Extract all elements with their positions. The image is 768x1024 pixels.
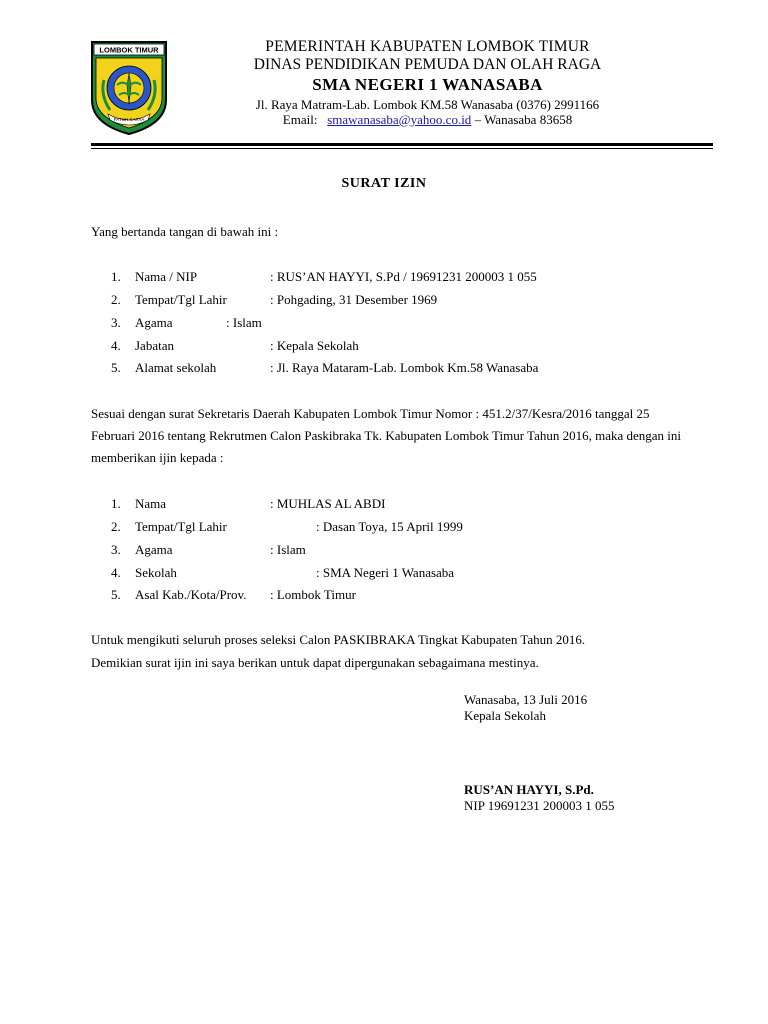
letterhead [175, 38, 680, 127]
email-link[interactable]: smawanasaba@yahoo.co.id [327, 111, 472, 127]
header-divider-thick [91, 143, 713, 146]
body-paragraph: Sesuai dengan surat Sekretaris Daerah Kabupaten Lombok Timur Nomor : 451.2/37/Kesra/2016 tanggal 25 Februari 2016 tentang Rekrutmen Calon Paskibraka Tk. Kabupaten Lombok Timur Tahun 2016, maka dengan ini memberikan ijin kepada : [91, 406, 682, 465]
signer-nip: NIP 19691231 200003 1 055 [464, 798, 615, 813]
logo-motto-text: PATUH KARYA [113, 117, 145, 122]
intro-text: Yang bertanda tangan di bawah ini : [91, 224, 279, 239]
closing-line-1: Untuk mengikuti seluruh proses seleksi Calon PASKIBRAKA Tingkat Kabupaten Tahun 2016. [91, 632, 586, 647]
header-divider-thin [91, 148, 713, 149]
document-title: SURAT IZIN [341, 176, 427, 191]
school-address: Jl. Raya Matram-Lab. Lombok KM.58 Wanasaba (0376) 2991166 [255, 96, 600, 112]
signer-name: RUS’AN HAYYI, S.Pd. [464, 782, 594, 797]
letter-page: LOMBOK TIMUR PATUH KARYA PEMERINTAH KABUPATEN LOMBOK TIMUR DINAS PENDIDIKAN PEMUDA DAN OLAH RAGA SMA NEGERI 1 WANASABA Jl. Raya Matram-Lab. Lombok KM.58 Wanasaba (0376) 2991166 Email: smawanasaba@yahoo.co.id – Wanasaba 83658 SURAT IZIN Yang bertanda tangan di bawah ini : 1. Nama / NIP : RUS’AN HAYYI, S.Pd / 19691231 200003 1 055 2. Tempat/Tgl Lahir : Pohgading, 31 Desember 1969 3. Agama : Islam 4. Jabatan : Kepala Sekolah 5. Alamat sekolah : Jl. Raya Mataram-Lab. Lombok Km.58 Wanasaba Sesuai dengan surat Sekretaris Daerah Kabupaten Lombok Timur Nomor : 451.2/37/Kesra/2016 tanggal 25 Februari 2016 tentang Rekrutmen Calon Paskibraka Tk. Kabupaten Lombok Timur Tahun 2016, maka dengan ini memberikan ijin kepada : 1. Nama : MUHLAS AL ABDI 2. Tempat/Tgl Lahir : Dasan Toya, 15 April 1999 3. Agama : Islam 4. Sekolah : SMA Negeri 1 Wanasaba 5. Asal Kab./Kota/Prov. : Lombok Timur Untuk mengikuti seluruh proses seleksi Calon PASKIBRAKA Tingkat Kabupaten Tahun 2016. Demikian surat ijin ini saya berikan untuk dapat dipergunakan sebagaimana mestinya. Wanasaba, 13 Juli 2016 Kepala Sekolah RUS’AN HAYYI, S.Pd. NIP 19691231 200003 1 055 [0, 0, 768, 1024]
email-suffix: – Wanasaba 83658 [474, 111, 573, 127]
signer-identity [464, 782, 614, 814]
school-name: SMA NEGERI 1 WANASABA [312, 74, 543, 94]
lombok-timur-emblem-icon [90, 40, 168, 136]
place-date: Wanasaba, 13 Juli 2016 [464, 692, 588, 707]
logo-top-text: LOMBOK TIMUR [99, 45, 159, 55]
email-line [175, 112, 680, 127]
government-name: PEMERINTAH KABUPATEN LOMBOK TIMUR [265, 38, 590, 55]
signature-block [464, 692, 587, 724]
signer-position: Kepala Sekolah [464, 708, 546, 723]
department-name: DINAS PENDIDIKAN PEMUDA DAN OLAH RAGA [253, 56, 602, 74]
closing-line-2: Demikian surat ijin ini saya berikan untuk dapat dipergunakan sebagaimana mestinya. [91, 655, 539, 670]
email-label: Email: [282, 111, 318, 127]
